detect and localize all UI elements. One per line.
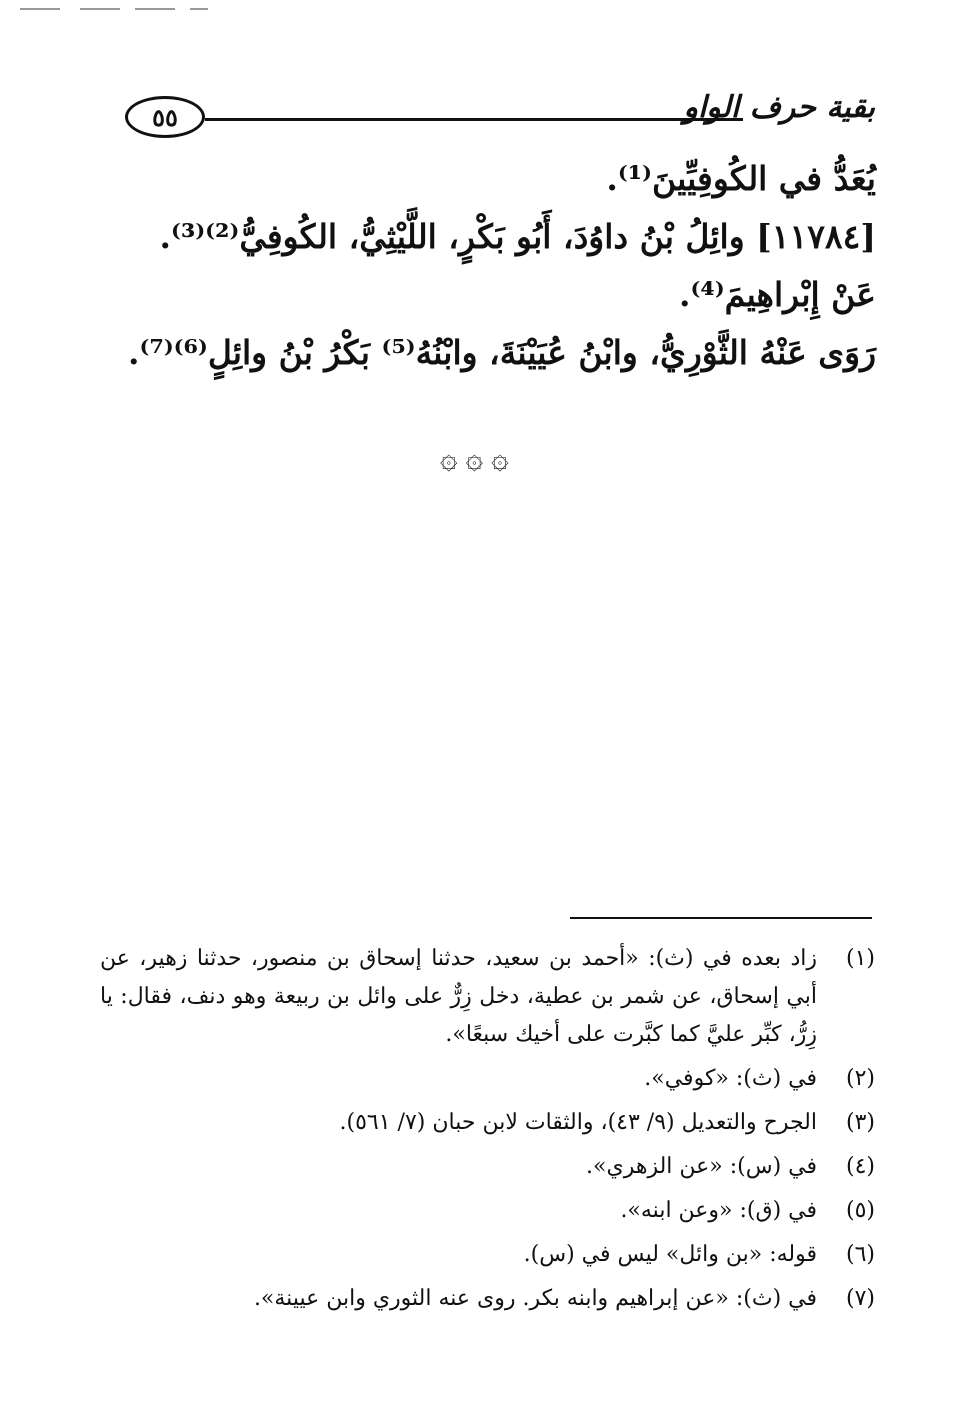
footnote-text: في (س): «عن الزهري».: [586, 1154, 817, 1179]
footnote-number: (٤): [845, 1154, 875, 1179]
page-number: ٥٥: [152, 102, 178, 132]
footnote-text: زاد بعده في (ث): «أحمد بن سعيد، حدثنا إسحاق بن منصور، حدثنا زهير، عن أبي إسحاق، عن شمر بن عطية، دخل زِرٌّ على وائل بن ربيعة وهو دنف، فقال: يا زِرُّ، كبِّر عليَّ كما كبَّرت على أخيك سبعًا».: [100, 946, 817, 1047]
footnote-item: [100, 1060, 875, 1098]
footnote-item: [100, 1192, 875, 1230]
footnote-item: [100, 1148, 875, 1186]
footnote-text: في (ق): «وعن ابنه».: [620, 1198, 817, 1223]
footnote-number: (٣): [845, 1110, 875, 1135]
running-title: بقية حرف الواو: [683, 90, 875, 125]
text-line: يُعَدُّ في الكُوفِيِّينَ⁽¹⁾.: [606, 159, 876, 198]
footnote-number: (٢): [845, 1066, 875, 1091]
page-number-badge: [125, 96, 205, 138]
footnote-item: [100, 1280, 875, 1318]
ornament-icon: ۞: [465, 441, 484, 476]
footnote-number: (٥): [845, 1198, 875, 1223]
footnote-item: [100, 1104, 875, 1142]
page-header: [125, 90, 875, 144]
footnote-number: (٦): [845, 1242, 875, 1267]
footnote-number: (١): [845, 946, 875, 971]
footnote-text: في (ث): «عن إبراهيم وابنه بكر. روى عنه الثوري وابن عيينة».: [253, 1286, 817, 1311]
footnote-number: (٧): [845, 1286, 875, 1311]
ornament-icon: ۞: [440, 441, 458, 476]
ornament-icon: ۞: [491, 441, 509, 476]
section-divider-ornaments: [440, 442, 560, 476]
footnote-text: الجرح والتعديل (٩/ ٤٣)، والثقات لابن حبان (٧/ ٥٦١).: [339, 1110, 817, 1135]
entry-heading-line: [١١٧٨٤] وائِلُ بْنُ داوُدَ، أَبُو بَكْرٍ، اللَّيْثِيُّ، الكُوفِيُّ⁽²⁾⁽³⁾.: [159, 217, 876, 256]
header-rule: [205, 118, 743, 121]
footnotes: [100, 940, 875, 1324]
footnote-text: قوله: «بن وائل» ليس في (س).: [523, 1242, 817, 1267]
main-text: [128, 150, 876, 382]
footnote-separator: [570, 917, 872, 919]
footnote-text: في (ث): «كوفي».: [644, 1066, 817, 1091]
footnote-item: [100, 940, 875, 1054]
scan-edge-marks: [0, 8, 250, 12]
footnote-item: [100, 1236, 875, 1274]
text-line: عَنْ إِبْراهِيمَ⁽⁴⁾.: [679, 275, 876, 314]
text-line: رَوَى عَنْهُ الثَّوْرِيُّ، وابْنُ عُيَيْنَةَ، وابْنُهُ⁽⁵⁾ بَكْرُ بْنُ وائِلٍ⁽⁶⁾⁽⁷⁾.: [128, 333, 876, 372]
